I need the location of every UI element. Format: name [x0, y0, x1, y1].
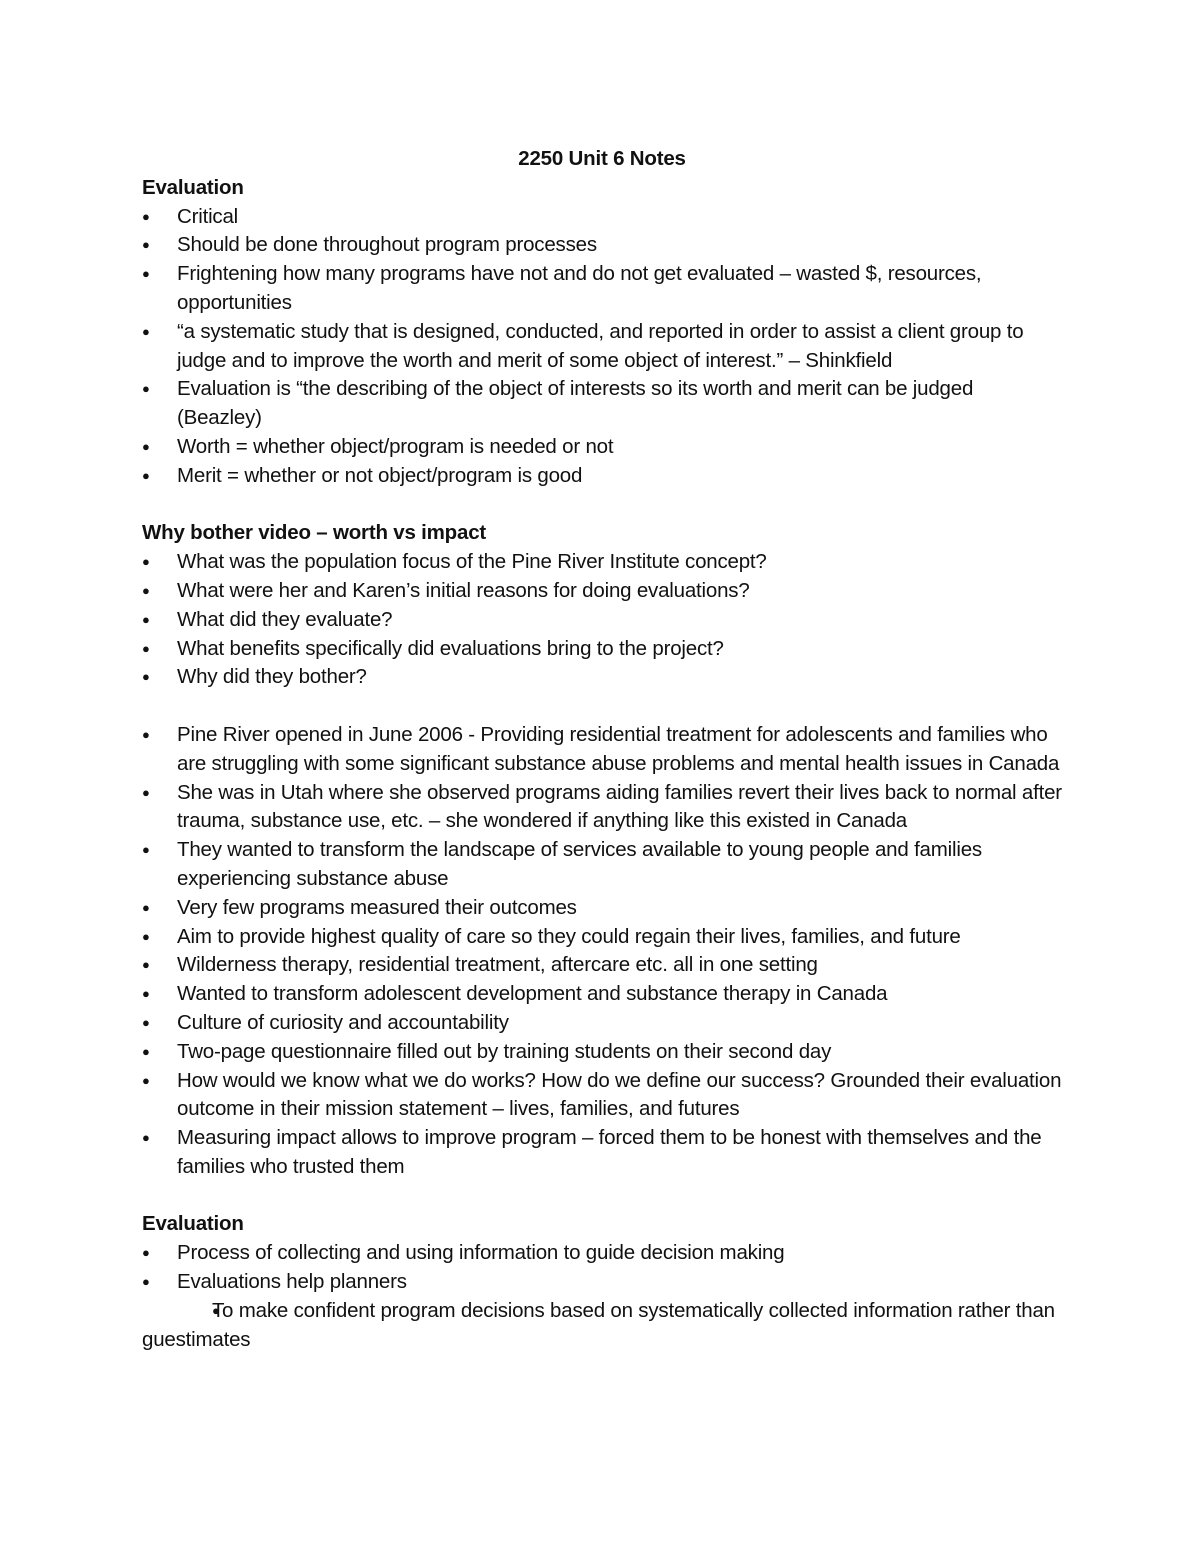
list-item: ● Wilderness therapy, residential treatment, aftercare etc. all in one setting: [142, 951, 1062, 980]
list-item: ● Pine River opened in June 2006 - Providing residential treatment for adolescents and families who are struggling with some significant substance abuse problems and mental health issues in Canada: [142, 721, 1062, 779]
list-item: ● Should be done throughout program processes: [142, 231, 1062, 260]
list-item: ● They wanted to transform the landscape of services available to young people and families experiencing substance abuse: [142, 836, 1062, 894]
section-heading-evaluation-2: Evaluation: [142, 1212, 244, 1236]
paragraph-spacer: [142, 1182, 1062, 1211]
list-item: ● Aim to provide highest quality of care so they could regain their lives, families, and future: [142, 923, 1062, 952]
list-item: ● Worth = whether object/program is needed or not: [142, 433, 1062, 462]
list-item: ● What were her and Karen’s initial reasons for doing evaluations?: [142, 577, 1062, 606]
list-item: ● Wanted to transform adolescent development and substance therapy in Canada: [142, 980, 1062, 1009]
list-item: ● Frightening how many programs have not and do not get evaluated – wasted $, resources, opportunities: [142, 260, 1062, 318]
paragraph-spacer: [142, 692, 1062, 721]
paragraph-spacer: [142, 491, 1062, 520]
list-item: ● Process of collecting and using information to guide decision making: [142, 1239, 1062, 1268]
list-item: ● Merit = whether or not object/program is good: [142, 462, 1062, 491]
list-item: ● Why did they bother?: [142, 663, 1062, 692]
list-item: ● She was in Utah where she observed programs aiding families revert their lives back to normal after trauma, substance use, etc. – she wondered if anything like this existed in Canada: [142, 779, 1062, 837]
list-item: ● “a systematic study that is designed, conducted, and reported in order to assist a client group to judge and to improve the worth and merit of some object of interest.” – Shinkfield: [142, 318, 1062, 376]
evaluation-bullet-list: [142, 203, 1062, 491]
page-title: 2250 Unit 6 Notes: [518, 147, 686, 170]
video-question-list: [142, 548, 1062, 692]
list-item: ● How would we know what we do works? How do we define our success? Grounded their evaluation outcome in their mission statement – lives, families, and futures: [142, 1067, 1062, 1125]
section-heading-evaluation: Evaluation: [142, 175, 244, 199]
list-item: ● Evaluations help planners: [142, 1268, 1062, 1297]
list-item: ● Very few programs measured their outcomes: [142, 894, 1062, 923]
sub-list-item-text: ● To make confident program decisions based on systematically collected information rather than guestimates: [142, 1298, 1055, 1351]
list-item: ● Critical: [142, 203, 1062, 232]
video-answer-list: [142, 721, 1062, 1182]
list-item: ● Measuring impact allows to improve program – forced them to be honest with themselves and the families who trusted them: [142, 1124, 1062, 1182]
evaluation-process-list: [142, 1239, 1062, 1354]
document-body: [142, 145, 1062, 1354]
sub-list-item: [142, 1297, 1062, 1355]
section-heading-why-bother: Why bother video – worth vs impact: [142, 521, 487, 545]
list-item: ● Two-page questionnaire filled out by training students on their second day: [142, 1038, 1062, 1067]
list-item: ● What was the population focus of the Pine River Institute concept?: [142, 548, 1062, 577]
list-item: ● What did they evaluate?: [142, 606, 1062, 635]
list-item: ● What benefits specifically did evaluations bring to the project?: [142, 635, 1062, 664]
list-item: ● Culture of curiosity and accountability: [142, 1009, 1062, 1038]
list-item: ● Evaluation is “the describing of the object of interests so its worth and merit can be judged (Beazley): [142, 375, 1062, 433]
